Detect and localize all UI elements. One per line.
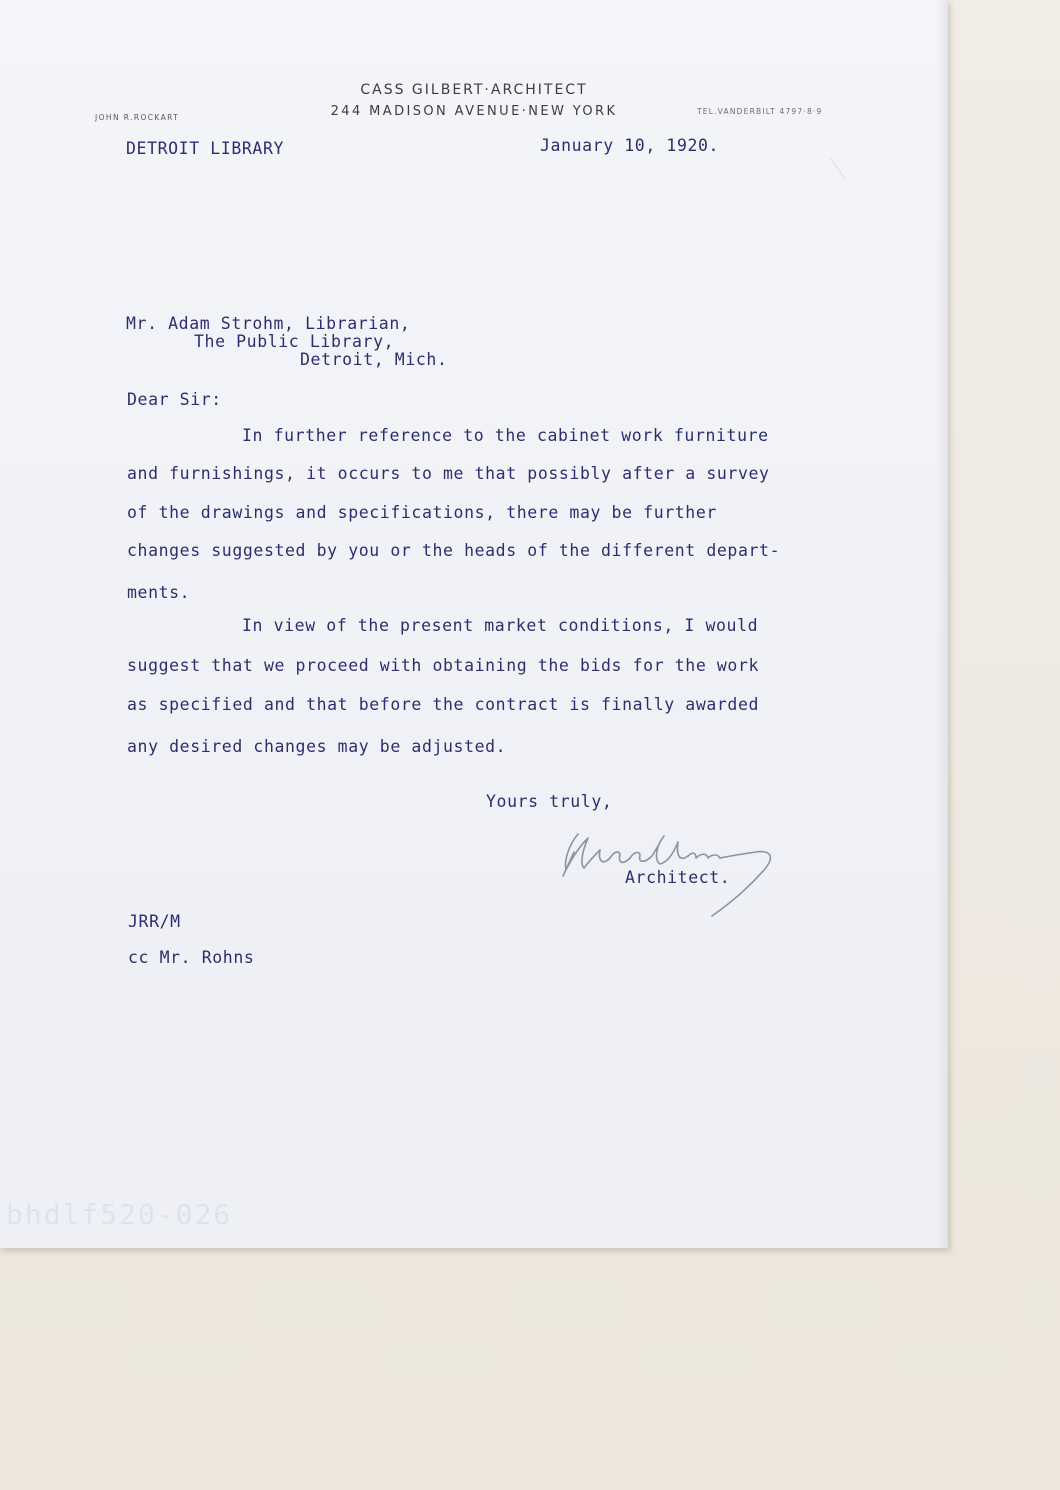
letterhead-telephone: TEL.VANDERBILT 4797·8·9 <box>697 107 823 116</box>
body-line: of the drawings and specifications, there may be further <box>127 503 717 522</box>
carbon-copy-line: cc Mr. Rohns <box>128 948 255 967</box>
handwritten-signature <box>560 812 790 922</box>
typist-initials: JRR/M <box>128 912 181 931</box>
letterhead-firm: CASS GILBERT·ARCHITECT <box>360 82 588 98</box>
salutation: Dear Sir: <box>127 390 222 409</box>
closing: Yours truly, <box>486 792 613 811</box>
reference-line: DETROIT LIBRARY <box>126 139 285 158</box>
body-line: In further reference to the cabinet work furniture <box>242 426 769 445</box>
recipient-line-1: Mr. Adam Strohm, Librarian, <box>126 314 411 333</box>
body-line: as specified and that before the contract is finally awarded <box>127 695 760 714</box>
archive-stamp: bhdlf520-026 <box>6 1198 233 1231</box>
body-line: changes suggested by you or the heads of the different depart- <box>127 541 781 560</box>
body-line: In view of the present market conditions, I would <box>242 616 759 635</box>
letterhead-associate: JOHN R.ROCKART <box>95 113 180 122</box>
recipient-line-3: Detroit, Mich. <box>300 350 448 369</box>
body-line: ments. <box>127 583 191 602</box>
signature-title: Architect. <box>625 868 731 887</box>
paper-edge <box>936 0 948 1248</box>
body-line: any desired changes may be adjusted. <box>127 737 507 756</box>
paper-crease <box>820 150 860 190</box>
letter-date: January 10, 1920. <box>540 136 720 155</box>
recipient-line-2: The Public Library, <box>194 332 395 351</box>
letterhead-address: 244 MADISON AVENUE·NEW YORK <box>330 104 618 119</box>
body-line: and furnishings, it occurs to me that possibly after a survey <box>127 464 770 483</box>
body-line: suggest that we proceed with obtaining the bids for the work <box>127 656 760 675</box>
